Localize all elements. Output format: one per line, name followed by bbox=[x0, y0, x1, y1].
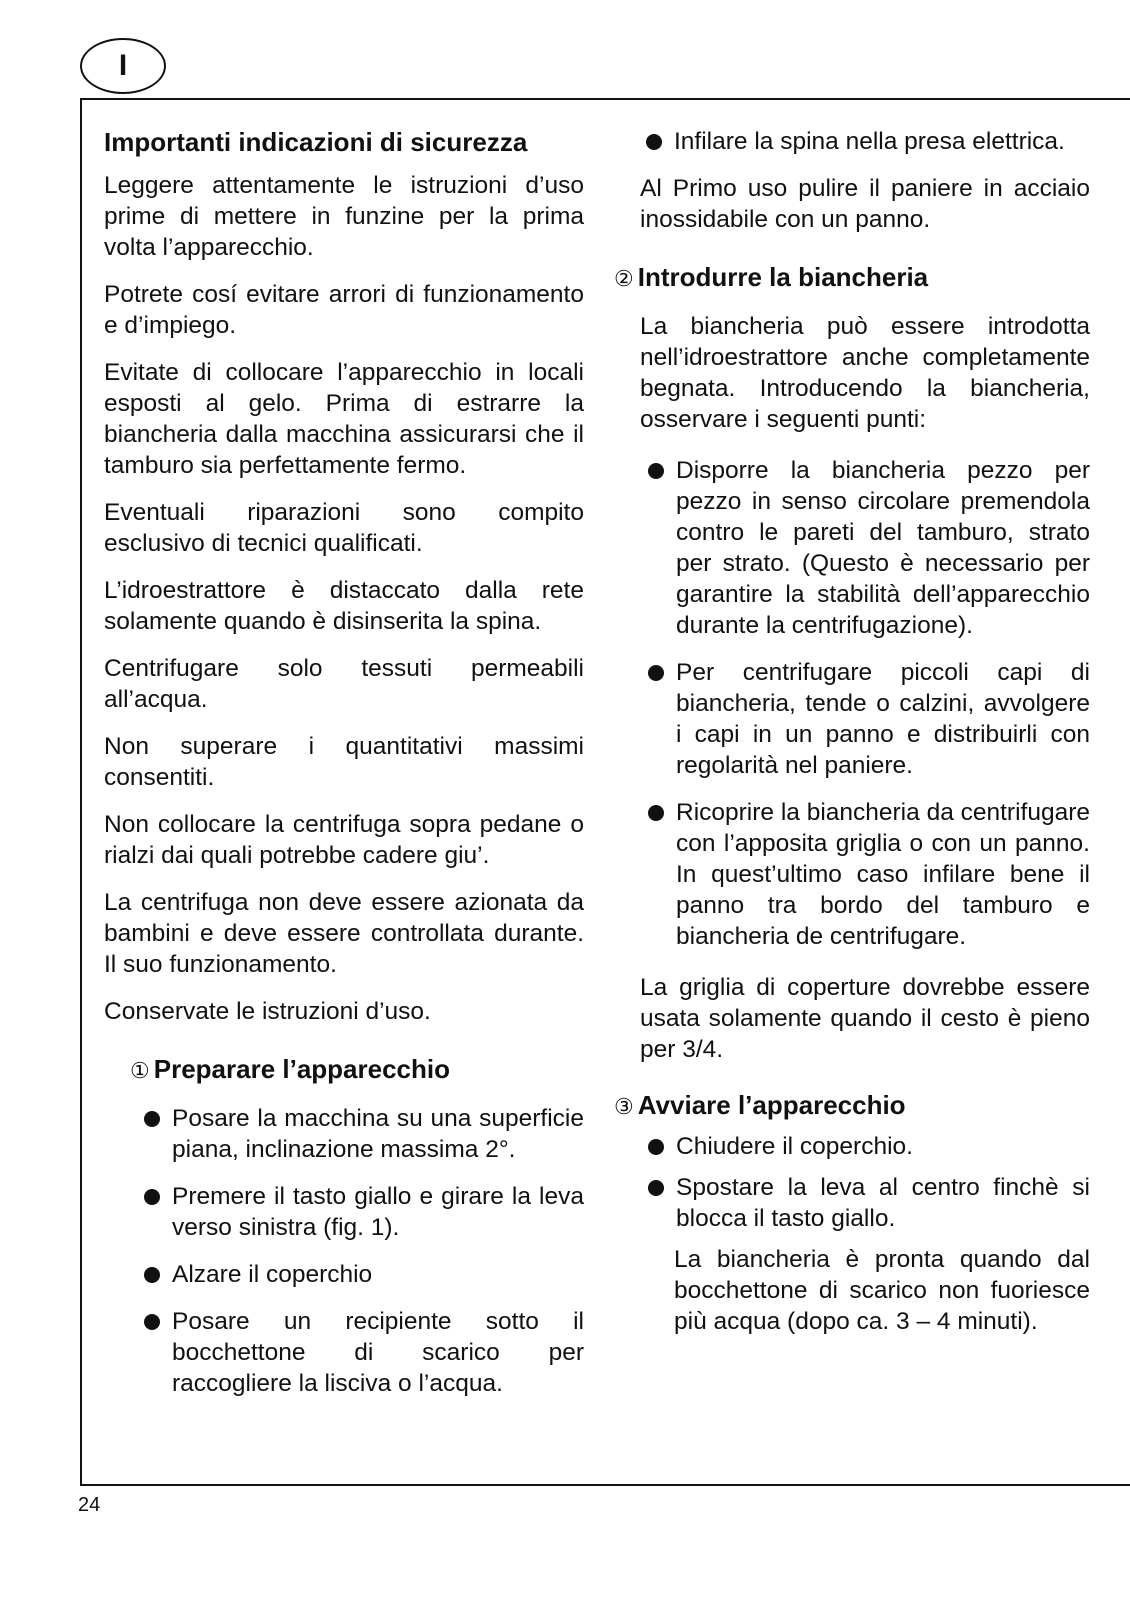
list-item: Infilare la spina nella presa elettrica. bbox=[644, 126, 1090, 157]
page-number: 24 bbox=[78, 1494, 101, 1516]
safety-paragraph: Conservate le istruzioni d’uso. bbox=[104, 998, 431, 1025]
list-item: Posare la macchina su una superficie piana, inclinazione massima 2°. bbox=[142, 1103, 584, 1165]
safety-paragraph: Potrete cosí evitare arrori di funzionamento e d’impiego. bbox=[104, 281, 584, 339]
safety-title: Importanti indicazioni di sicurezza bbox=[104, 127, 528, 157]
safety-paragraph: La centrifuga non deve essere azionata da bambini e deve essere controllata durante. Il suo funzionamento. bbox=[104, 889, 584, 978]
section-2-intro: La biancheria può essere introdotta nell’idroestrattore anche completamente begnata. Introducendo la biancheria, osservare i seguenti punti: bbox=[640, 313, 1090, 433]
safety-paragraph: Centrifugare solo tessuti permeabili all’acqua. bbox=[104, 655, 584, 713]
section-2-heading bbox=[614, 261, 1090, 295]
left-column bbox=[104, 126, 584, 1419]
section-number: ③ bbox=[614, 1094, 634, 1119]
language-badge: I bbox=[80, 38, 166, 94]
safety-paragraph: L’idroestrattore è distaccato dalla rete solamente quando è disinserita la spina. bbox=[104, 577, 584, 635]
section-1-list bbox=[104, 1103, 584, 1399]
list-item: Spostare la leva al centro finchè si blocca il tasto giallo. bbox=[646, 1172, 1090, 1234]
top-list bbox=[614, 126, 1090, 157]
list-item: Chiudere il coperchio. bbox=[646, 1131, 1090, 1162]
list-item: Per centrifugare piccoli capi di biancheria, tende o calzini, avvolgere i capi in un panno e distribuirli con regolarità nel paniere. bbox=[646, 657, 1090, 781]
list-item: Disporre la biancheria pezzo per pezzo in senso circolare premendola contro le pareti del tamburo, strato per strato. (Questo è necessario per garantire la stabilità dell’apparecchio durante la centrifugazione). bbox=[646, 455, 1090, 641]
safety-paragraph: Non collocare la centrifuga sopra pedane o rialzi dai quali potrebbe cadere giu’. bbox=[104, 811, 584, 869]
section-number: ② bbox=[614, 266, 634, 291]
section-3-list bbox=[614, 1131, 1090, 1234]
list-item: Ricoprire la biancheria da centrifugare con l’apposita griglia o con un panno. In quest’ultimo caso infilare bene il panno tra bordo del tamburo e biancheria de centrifugare. bbox=[646, 797, 1090, 952]
right-column bbox=[614, 126, 1090, 1353]
section-title: Avviare l’apparecchio bbox=[637, 1090, 906, 1120]
section-title: Introdurre la biancheria bbox=[637, 262, 929, 292]
section-number: ① bbox=[130, 1058, 150, 1083]
section-2-outro: La griglia di coperture dovrebbe essere usata solamente quando il cesto è pieno per 3/4. bbox=[640, 974, 1090, 1063]
list-item: Alzare il coperchio bbox=[142, 1259, 584, 1290]
list-item: Posare un recipiente sotto il bocchettone di scarico per raccogliere la lisciva o l’acqua. bbox=[142, 1306, 584, 1399]
safety-paragraph: Non superare i quantitativi massimi consentiti. bbox=[104, 733, 584, 791]
safety-paragraph: Leggere attentamente le istruzioni d’uso prime di mettere in funzine per la prima volta l’apparecchio. bbox=[104, 172, 584, 261]
section-3-heading bbox=[614, 1089, 1090, 1123]
safety-paragraph: Eventuali riparazioni sono compito esclusivo di tecnici qualificati. bbox=[104, 499, 584, 557]
section-title: Preparare l’apparecchio bbox=[153, 1054, 450, 1084]
safety-paragraph: Evitate di collocare l’apparecchio in locali esposti al gelo. Prima di estrarre la biancheria dalla macchina assicurarsi che il tamburo sia perfettamente fermo. bbox=[104, 359, 584, 479]
section-3-note: La biancheria è pronta quando dal bocchettone di scarico non fuoriesce più acqua (dopo ca. 3 – 4 minuti). bbox=[674, 1246, 1090, 1335]
list-item: Premere il tasto giallo e girare la leva verso sinistra (fig. 1). bbox=[142, 1181, 584, 1243]
first-use-paragraph: Al Primo uso pulire il paniere in acciaio inossidabile con un panno. bbox=[640, 175, 1090, 233]
section-2-list bbox=[614, 455, 1090, 952]
section-1-heading bbox=[104, 1053, 584, 1087]
